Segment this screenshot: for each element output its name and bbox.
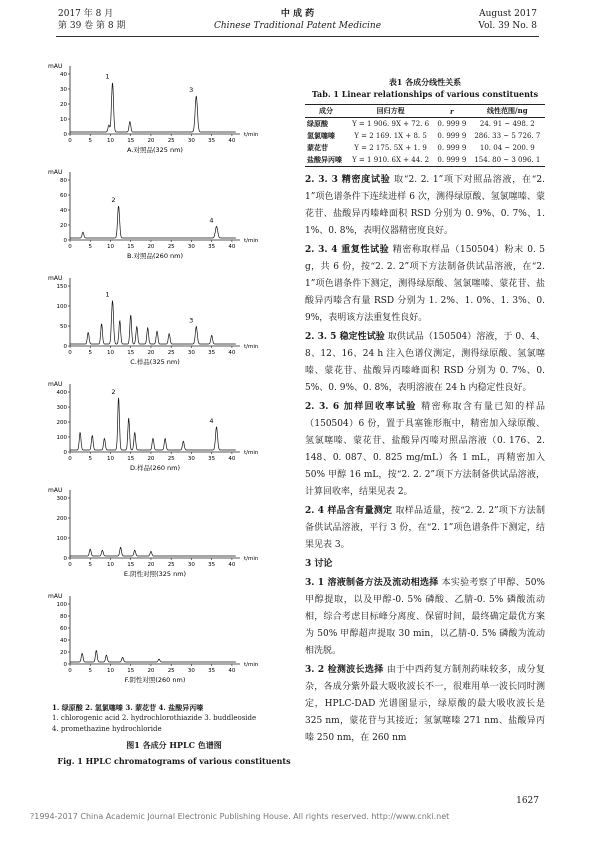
- section-heading: 2. 3. 4 重复性试验: [305, 245, 390, 255]
- y-tick-label: 0: [63, 450, 67, 456]
- paragraph-text: 取供试品（150504）溶液，于 0、4、8、12、16、24 h 注入色谱仪测定，测得绿原酸、氢氯噻嗪、蒙花苷、盐酸异丙嗪峰面积 RSD 分别为 0. 7%、0. 5%、0. 9%、0. 8%，表明溶液在 24 h 内稳定性良好。: [305, 332, 545, 393]
- chromatogram-trace: [70, 547, 236, 556]
- table-header-cell: r: [434, 105, 469, 118]
- chromatogram-panel: [48, 169, 259, 260]
- x-tick-label: 15: [127, 350, 135, 356]
- x-tick-label: 20: [147, 562, 155, 568]
- table-row: [305, 118, 545, 131]
- x-tick-label: 5: [88, 562, 92, 568]
- table-cell: 0. 999 9: [437, 144, 467, 152]
- x-tick-label: 20: [147, 138, 155, 144]
- table-cell: Y = 2 175. 5X + 1. 9: [354, 144, 427, 152]
- x-tick-label: 5: [88, 350, 92, 356]
- peak-label: 2: [111, 196, 116, 205]
- x-tick-label: 40: [228, 456, 236, 462]
- y-tick-label: 300: [56, 405, 67, 411]
- x-tick-label: 30: [187, 668, 195, 674]
- section-heading: 2. 4 样品含有量测定: [305, 506, 393, 516]
- section-heading: 2. 3. 6 加样回收率试验: [305, 402, 417, 412]
- x-tick-label: 25: [167, 244, 175, 250]
- peak-label: 1: [105, 72, 110, 81]
- panel-label: D.样品(260 nm): [129, 464, 181, 472]
- peak-label: 3: [189, 86, 194, 95]
- x-tick-label: 25: [167, 562, 175, 568]
- chromatogram-trace: [70, 651, 236, 663]
- y-tick-label: 100: [56, 536, 67, 542]
- x-tick-label: 0: [68, 562, 72, 568]
- peak-label: 2: [111, 387, 116, 396]
- x-tick-label: 0: [68, 138, 72, 144]
- y-tick-label: 60: [60, 193, 67, 199]
- peak-label: 1: [105, 290, 110, 299]
- panel-label: B.对照品(260 nm): [126, 252, 184, 260]
- x-tick-label: 20: [147, 668, 155, 674]
- figure-caption-en: Fig. 1 HPLC chromatograms of various constituents: [57, 756, 291, 766]
- x-tick-label: 10: [106, 562, 114, 568]
- peak-label: 4: [209, 216, 214, 225]
- paragraph-solution-prep: [305, 575, 545, 660]
- paragraph-text: 本实验考察了甲醇、50% 甲醇提取，以及甲醇-0. 5% 磷酸、乙腈-0. 5% 磷酸流动相，综合考虑目标峰分离度、保留时间，最终确定最优方案为 50% 甲醇超声提取 30 min，以乙腈-0. 5% 磷酸为流动相洗脱。: [305, 578, 545, 656]
- header-rule: [56, 36, 539, 37]
- table-cell: 154. 80 ~ 3 096. 1: [470, 154, 545, 167]
- table-row: [305, 130, 545, 142]
- paragraph-content-determination: [305, 503, 545, 554]
- x-axis-unit: t/min: [244, 450, 259, 456]
- x-tick-label: 0: [68, 456, 72, 462]
- y-tick-label: 40: [60, 208, 67, 214]
- table-header-row: [305, 105, 545, 118]
- copyright-footer: ?1994-2017 China Academic Journal Electronic Publishing House. All rights reserved. http://www.cnki.net: [30, 812, 450, 821]
- x-tick-label: 40: [228, 350, 236, 356]
- linearity-table-block: [305, 76, 545, 167]
- x-tick-label: 35: [208, 350, 216, 356]
- x-tick-label: 20: [147, 350, 155, 356]
- x-axis-unit: t/min: [244, 556, 259, 562]
- x-tick-label: 35: [208, 668, 216, 674]
- x-tick-label: 0: [68, 244, 72, 250]
- section-discussion-heading: [305, 556, 545, 573]
- x-tick-label: 15: [127, 562, 135, 568]
- x-tick-label: 30: [187, 350, 195, 356]
- x-tick-label: 35: [208, 138, 216, 144]
- journal-title-en: Chinese Traditional Patent Medicine: [213, 21, 382, 31]
- journal-title-zh: 中 成 药: [280, 9, 315, 19]
- x-tick-label: 25: [167, 668, 175, 674]
- panel-label: A.对照品(325 nm): [127, 146, 183, 154]
- y-tick-label: 100: [56, 602, 67, 608]
- y-tick-label: 100: [56, 435, 67, 441]
- table-title-en: Tab. 1 Linear relationships of various constituents: [311, 89, 539, 99]
- header-volume: 第 39 卷 第 8 期: [58, 21, 126, 31]
- panel-label: C.样品(325 nm): [130, 358, 180, 366]
- figure-legend: [52, 702, 296, 735]
- y-tick-label: 150: [56, 284, 67, 290]
- table-cell: 0. 999 9: [437, 120, 467, 128]
- chromatogram-trace: [70, 301, 236, 344]
- section-heading: 3. 1 溶液制备方法及流动相选择: [305, 578, 439, 588]
- header-date-en: August 2017: [479, 9, 537, 19]
- x-tick-label: 15: [127, 138, 135, 144]
- x-tick-label: 40: [228, 138, 236, 144]
- x-axis-unit: t/min: [244, 344, 259, 350]
- paragraph-stability: [305, 329, 545, 397]
- x-tick-label: 10: [106, 244, 114, 250]
- panel-label: E.阴性对照(325 nm): [123, 570, 187, 578]
- paragraph-wavelength: [305, 662, 545, 747]
- table-cell: 绿原酸: [307, 119, 328, 128]
- table-cell: 蒙花苷: [307, 143, 328, 152]
- x-tick-label: 15: [127, 456, 135, 462]
- y-tick-label: 50: [60, 324, 67, 330]
- x-tick-label: 10: [106, 456, 114, 462]
- paragraph-text: 精密称取含有量已知的样品（150504）6 份，置于具塞锥形瓶中，精密加入绿原酸、氢氯噻嗪、蒙花苷、盐酸异丙嗪对照品溶液（0. 176、2. 148、0. 087、0. 825 mg/mL）各 1 mL，再精密加入 50% 甲醇 16 mL，按“2. 2. 2”项下方法制备供试品溶液，计算回收率，结果见表 2。: [305, 402, 545, 497]
- x-tick-label: 25: [167, 456, 175, 462]
- paragraph-text: 取样品适量，按“2. 2. 2”项下方法制备供试品溶液，平行 3 份，在“2. 1”项色谱条件下测定，结果见表 3。: [305, 506, 545, 550]
- x-axis-unit: t/min: [244, 238, 259, 244]
- linearity-table: [305, 104, 545, 167]
- hplc-chromatogram-figure: [44, 56, 300, 696]
- y-axis-unit: mAU: [48, 63, 63, 70]
- x-tick-label: 10: [106, 350, 114, 356]
- x-tick-label: 35: [208, 244, 216, 250]
- x-tick-label: 0: [68, 350, 72, 356]
- table-header-cell: 线性范围/ng: [470, 105, 545, 118]
- section-heading: 3 讨论: [305, 559, 333, 569]
- paragraph-text: 精密称取样品（150504）粉末 0. 5 g，共 6 份，按“2. 2. 2”项下方法制备供试品溶液，在“2. 1”项色谱条件下测定，测得绿原酸、氢氯噻嗪、蒙花苷、盐酸异丙嗪含有量 RSD 分别为 1. 2%、1. 0%、1. 3%、0. 9%，表明该方法重复性良好。: [305, 245, 545, 323]
- peak-label: 4: [209, 416, 214, 425]
- y-axis-unit: mAU: [48, 275, 63, 282]
- paragraph-text: 由于中西药复方制剂药味较多，成分复杂，各成分紫外最大吸收波长不一，很难用单一波长同时测定，HPLC-DAD 光谱图显示，绿原酸的最大吸收波长是 325 nm，蒙花苷与其接近；氢氯噻嗪 271 nm、盐酸异丙嗪 250 nm，在 260 nm: [305, 665, 545, 743]
- table-cell: 氢氯噻嗪: [307, 131, 335, 140]
- x-tick-label: 5: [88, 138, 92, 144]
- header-volume-en: Vol. 39 No. 8: [478, 21, 537, 31]
- table-header-cell: 回归方程: [347, 105, 434, 118]
- y-axis-unit: mAU: [48, 487, 63, 494]
- y-tick-label: 100: [56, 304, 67, 310]
- table-title-zh: 表1 各成分线性关系: [388, 77, 462, 87]
- table-row: [305, 142, 545, 154]
- paragraph-recovery: [305, 399, 545, 501]
- y-axis-unit: mAU: [48, 169, 63, 176]
- peak-label: 3: [189, 316, 194, 325]
- table-cell: 10. 04 ~ 200. 9: [479, 144, 535, 152]
- x-tick-label: 15: [127, 668, 135, 674]
- y-tick-label: 0: [63, 238, 67, 244]
- x-tick-label: 20: [147, 244, 155, 250]
- table-cell: 盐酸异丙嗪: [305, 154, 347, 167]
- y-tick-label: 400: [56, 390, 67, 396]
- x-tick-label: 30: [187, 562, 195, 568]
- chromatogram-trace: [70, 83, 236, 132]
- section-heading: 2. 3. 3 精密度试验: [305, 175, 391, 185]
- table-header-cell: 成分: [305, 105, 347, 118]
- paragraph-repeatability: [305, 242, 545, 327]
- x-tick-label: 10: [106, 138, 114, 144]
- x-tick-label: 0: [68, 668, 72, 674]
- table-cell: 286. 33 ~ 5 726. 7: [474, 132, 541, 140]
- x-tick-label: 5: [88, 456, 92, 462]
- x-tick-label: 20: [147, 456, 155, 462]
- body-text-column: [305, 172, 545, 749]
- x-tick-label: 25: [167, 138, 175, 144]
- section-heading: 2. 3. 5 稳定性试验: [305, 332, 385, 342]
- paragraph-text: 取“2. 2. 1”项下对照品溶液，在“2. 1”项色谱条件下连续进样 6 次，测得绿原酸、氢氯噻嗪、蒙花苷、盐酸异丙嗪峰面积 RSD 分别为 0. 9%、0. 7%、1. 1%、0. 8%，表明仪器精密度良好。: [305, 175, 545, 236]
- table-cell: Y = 1 906. 9X + 72. 6: [352, 120, 430, 128]
- y-tick-label: 200: [56, 516, 67, 522]
- section-heading: 3. 2 检测波长选择: [305, 665, 384, 675]
- x-tick-label: 40: [228, 668, 236, 674]
- y-tick-label: 0: [63, 344, 67, 350]
- paragraph-precision: [305, 172, 545, 240]
- figure-caption-zh: 图1 各成分 HPLC 色谱图: [126, 740, 222, 750]
- x-tick-label: 40: [228, 244, 236, 250]
- x-tick-label: 30: [187, 244, 195, 250]
- y-tick-label: 80: [60, 614, 67, 620]
- y-tick-label: 20: [60, 223, 67, 229]
- table-cell: 24. 91 ~ 498. 2: [479, 120, 535, 128]
- x-tick-label: 25: [167, 350, 175, 356]
- y-tick-label: 20: [60, 102, 67, 108]
- x-axis-unit: t/min: [244, 132, 259, 138]
- chromatogram-panel: [48, 487, 259, 578]
- y-tick-label: 0: [63, 132, 67, 138]
- chromatogram-panel: [48, 381, 259, 472]
- x-tick-label: 10: [106, 668, 114, 674]
- y-tick-label: 60: [60, 626, 67, 632]
- table-cell: 0. 999 9: [437, 132, 467, 140]
- y-tick-label: 40: [60, 638, 67, 644]
- y-tick-label: 0: [63, 662, 67, 668]
- figure-legend-en-1: 1. chlorogenic acid 2. hydrochlorothiazide 3. buddleoside: [52, 714, 257, 722]
- y-axis-unit: mAU: [48, 593, 63, 600]
- y-tick-label: 80: [60, 178, 67, 184]
- chromatogram-panel: [48, 593, 259, 684]
- y-tick-label: 10: [60, 117, 67, 123]
- y-tick-label: 300: [56, 496, 67, 502]
- chromatogram-panel: [48, 63, 259, 154]
- y-tick-label: 0: [63, 556, 67, 562]
- x-tick-label: 30: [187, 456, 195, 462]
- page-number: 1627: [516, 796, 539, 806]
- x-tick-label: 35: [208, 456, 216, 462]
- figure-legend-zh: 1. 绿原酸 2. 氢氯噻嗪 3. 蒙花苷 4. 盐酸异丙嗪: [52, 703, 204, 712]
- chromatogram-panel: [48, 275, 259, 366]
- header-date: 2017 年 8 月: [58, 9, 114, 19]
- x-axis-unit: t/min: [244, 662, 259, 668]
- x-tick-label: 5: [88, 244, 92, 250]
- x-tick-label: 30: [187, 138, 195, 144]
- table-cell: Y = 1 910. 6X + 44. 2: [347, 154, 434, 167]
- y-tick-label: 40: [60, 72, 67, 78]
- y-axis-unit: mAU: [48, 381, 63, 388]
- y-tick-label: 30: [60, 87, 67, 93]
- journal-date-volume-en: [478, 8, 537, 32]
- y-tick-label: 20: [60, 650, 67, 656]
- table-cell: Y = 2 169. 1X + 8. 5: [354, 132, 427, 140]
- figure-legend-en-2: 4. promethazine hydrochloride: [52, 725, 162, 733]
- panel-label: F.阴性对照(260 nm): [124, 676, 186, 684]
- x-tick-label: 15: [127, 244, 135, 250]
- x-tick-label: 40: [228, 562, 236, 568]
- x-tick-label: 5: [88, 668, 92, 674]
- table-cell: 0. 999 9: [434, 154, 469, 167]
- table-row: [305, 154, 545, 167]
- y-tick-label: 200: [56, 420, 67, 426]
- x-tick-label: 35: [208, 562, 216, 568]
